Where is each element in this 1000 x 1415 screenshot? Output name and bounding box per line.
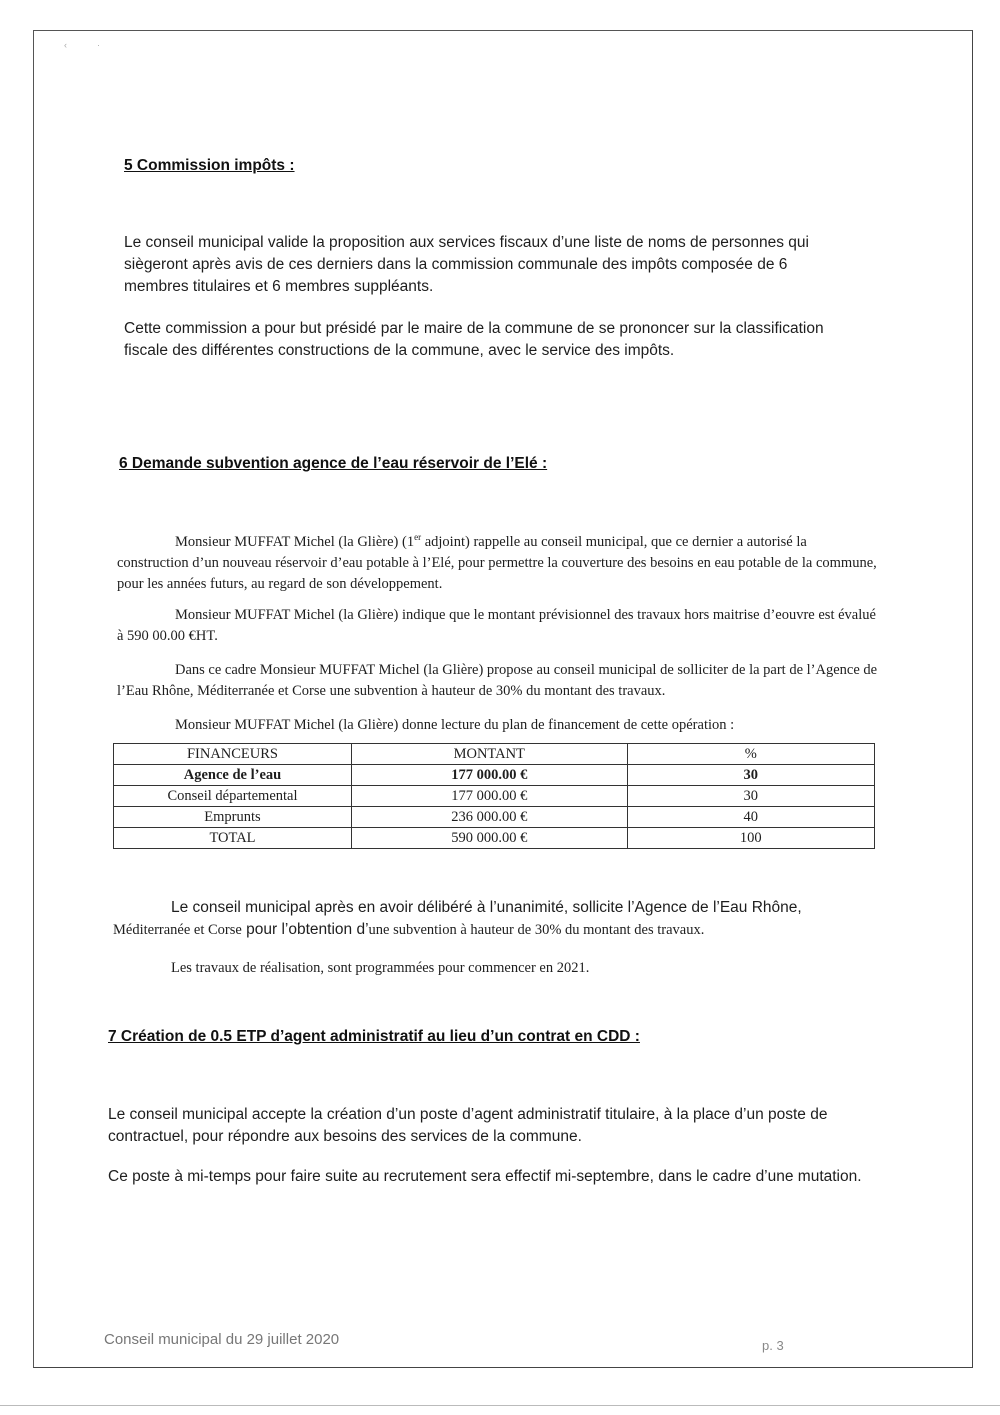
table-row bbox=[114, 765, 875, 786]
section6-paragraph-2: Monsieur MUFFAT Michel (la Glière) indique que le montant prévisionnel des travaux hors maitrise d’eouvre est évalué à 590 00.00 €HT. bbox=[117, 607, 876, 644]
table-cell-montant: 177 000.00 € bbox=[351, 786, 627, 807]
footer-title: Conseil municipal du 29 juillet 2020 bbox=[104, 1331, 340, 1348]
section6-paragraph-3: Dans ce cadre Monsieur MUFFAT Michel (la Glière) propose au conseil municipal de solliciter de la part de l’Agence de l’Eau Rhône, Méditerranée et Corse une subvention à hauteur de 30% du montant des travaux. bbox=[117, 662, 878, 699]
section5-heading: 5 Commission impôts : bbox=[124, 157, 295, 174]
section5-paragraph-1: Le conseil municipal valide la proposition aux services fiscaux d’une liste de noms de personnes qui siègeront après avis de ces derniers dans la commission communale des impôts composée de 6 membres titulaires et 6 membres suppléants. bbox=[124, 234, 809, 295]
section6-paragraph-5 bbox=[113, 897, 883, 941]
table-cell-percent: 30 bbox=[627, 765, 874, 786]
table-cell-financeur: Agence de l’eau bbox=[114, 765, 352, 786]
scan-marks: ‹ · bbox=[64, 40, 100, 50]
table-cell-percent: 40 bbox=[627, 807, 874, 828]
table-cell-percent: 100 bbox=[627, 828, 874, 849]
table-header-row bbox=[114, 744, 875, 765]
table-cell-montant: 590 000.00 € bbox=[351, 828, 627, 849]
page-number: p. 3 bbox=[762, 1338, 784, 1353]
section6-heading: 6 Demande subvention agence de l’eau réservoir de l’Elé : bbox=[119, 455, 548, 472]
section6-paragraph-4: Monsieur MUFFAT Michel (la Glière) donne lecture du plan de financement de cette opération : bbox=[175, 717, 735, 733]
table-row bbox=[114, 786, 875, 807]
table-row bbox=[114, 828, 875, 849]
table-cell-financeur: Emprunts bbox=[114, 807, 352, 828]
section7-paragraph-2: Ce poste à mi-temps pour faire suite au recrutement sera effectif mi-septembre, dans le cadre d’une mutation. bbox=[108, 1168, 862, 1185]
table-cell-percent: 30 bbox=[627, 786, 874, 807]
table-cell-financeur: Conseil départemental bbox=[114, 786, 352, 807]
section6-p5-serif-1: Méditerranée et Corse bbox=[113, 922, 242, 938]
section6-p1-sup: er bbox=[414, 532, 422, 543]
scan-edge-line bbox=[0, 1405, 1000, 1406]
table-cell-financeur: TOTAL bbox=[114, 828, 352, 849]
table-row bbox=[114, 807, 875, 828]
table-header-financeurs: FINANCEURS bbox=[114, 744, 352, 765]
section7-heading: 7 Création de 0.5 ETP d’agent administratif au lieu d’un contrat en CDD : bbox=[108, 1028, 640, 1045]
financing-table bbox=[113, 743, 875, 849]
section6-p5-sans-1: Le conseil municipal après en avoir délibéré à l’unanimité, sollicite l’Agence de l’Eau Rhône, bbox=[171, 899, 802, 916]
table-header-montant: MONTANT bbox=[351, 744, 627, 765]
section6-p5-sans-2: pour l’obtention d’ bbox=[241, 921, 369, 938]
section6-paragraph-1 bbox=[117, 532, 882, 595]
section6-p1-start: Monsieur MUFFAT Michel (la Glière) (1 bbox=[175, 534, 415, 550]
table-header-percent: % bbox=[627, 744, 874, 765]
section6-p1-end: adjoint) rappelle au conseil municipal, que ce dernier a autorisé la construction d’un nouveau réservoir d’eau potable à l’Elé, pour permettre la couverture des besoins en eau potable de la commune, pour les années futurs, au regard de son développement. bbox=[117, 534, 877, 592]
section5-paragraph-2: Cette commission a pour but présidé par le maire de la commune de se prononcer sur la classification fiscale des différentes constructions de la commune, avec le service des impôts. bbox=[124, 320, 824, 359]
table-cell-montant: 236 000.00 € bbox=[351, 807, 627, 828]
section6-paragraph-6: Les travaux de réalisation, sont programmées pour commencer en 2021. bbox=[171, 960, 590, 976]
section7-paragraph-1: Le conseil municipal accepte la création d’un poste d’agent administratif titulaire, à la place d’un poste de contractuel, pour répondre aux besoins des services de la commune. bbox=[108, 1106, 828, 1145]
section6-p5-serif-2: une subvention à hauteur de 30% du montant des travaux. bbox=[368, 922, 705, 938]
table-cell-montant: 177 000.00 € bbox=[351, 765, 627, 786]
